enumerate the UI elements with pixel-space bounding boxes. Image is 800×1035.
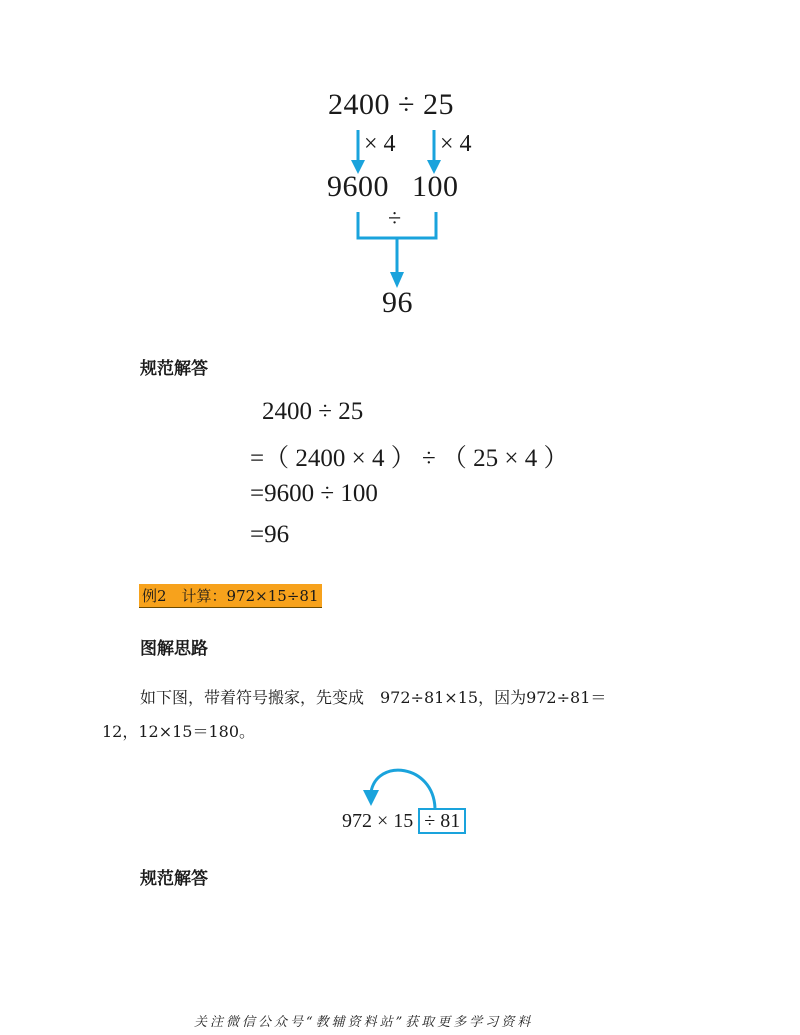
solution1-line3: =9600 ÷ 100 bbox=[250, 480, 378, 507]
example2-label: 例2 计算：972×15÷81 bbox=[139, 584, 322, 608]
diagram2-expression bbox=[342, 810, 466, 833]
diagram1-right-multiplier: × 4 bbox=[440, 131, 472, 157]
section-heading-standard-solution-2: 规范解答 bbox=[140, 869, 208, 889]
section-heading-diagram-thinking: 图解思路 bbox=[140, 639, 208, 659]
diagram2-left-term: 972 × 15 bbox=[342, 810, 414, 832]
explanation-line2: 12，12×15＝180。 bbox=[102, 722, 256, 741]
section-heading-standard-solution: 规范解答 bbox=[140, 359, 208, 379]
solution1-line2: =（ 2400 × 4 ） ÷ （ 25 × 4 ） bbox=[250, 445, 569, 472]
diagram1-mid-right: 100 bbox=[412, 170, 459, 203]
curved-arrow bbox=[355, 756, 455, 812]
footer-watermark: 关注微信公众号“教辅资料站”获取更多学习资料 bbox=[194, 1015, 534, 1030]
diagram1-mid-left: 9600 bbox=[327, 170, 389, 203]
explanation-line1: 如下图，带着符号搬家，先变成 972÷81×15，因为972÷81＝ bbox=[140, 688, 607, 707]
diagram1-left-multiplier: × 4 bbox=[364, 131, 396, 157]
diagram1-result: 96 bbox=[382, 286, 413, 319]
solution1-line4: =96 bbox=[250, 521, 290, 548]
curved-arrow-icon bbox=[371, 770, 435, 808]
curved-arrowhead-icon bbox=[363, 790, 379, 806]
diagram2-boxed-term: ÷ 81 bbox=[418, 808, 466, 834]
solution1-line1: 2400 ÷ 25 bbox=[262, 398, 364, 425]
diagram1-divide-sign: ÷ bbox=[388, 206, 402, 232]
diagram1-top-expression: 2400 ÷ 25 bbox=[328, 88, 454, 121]
